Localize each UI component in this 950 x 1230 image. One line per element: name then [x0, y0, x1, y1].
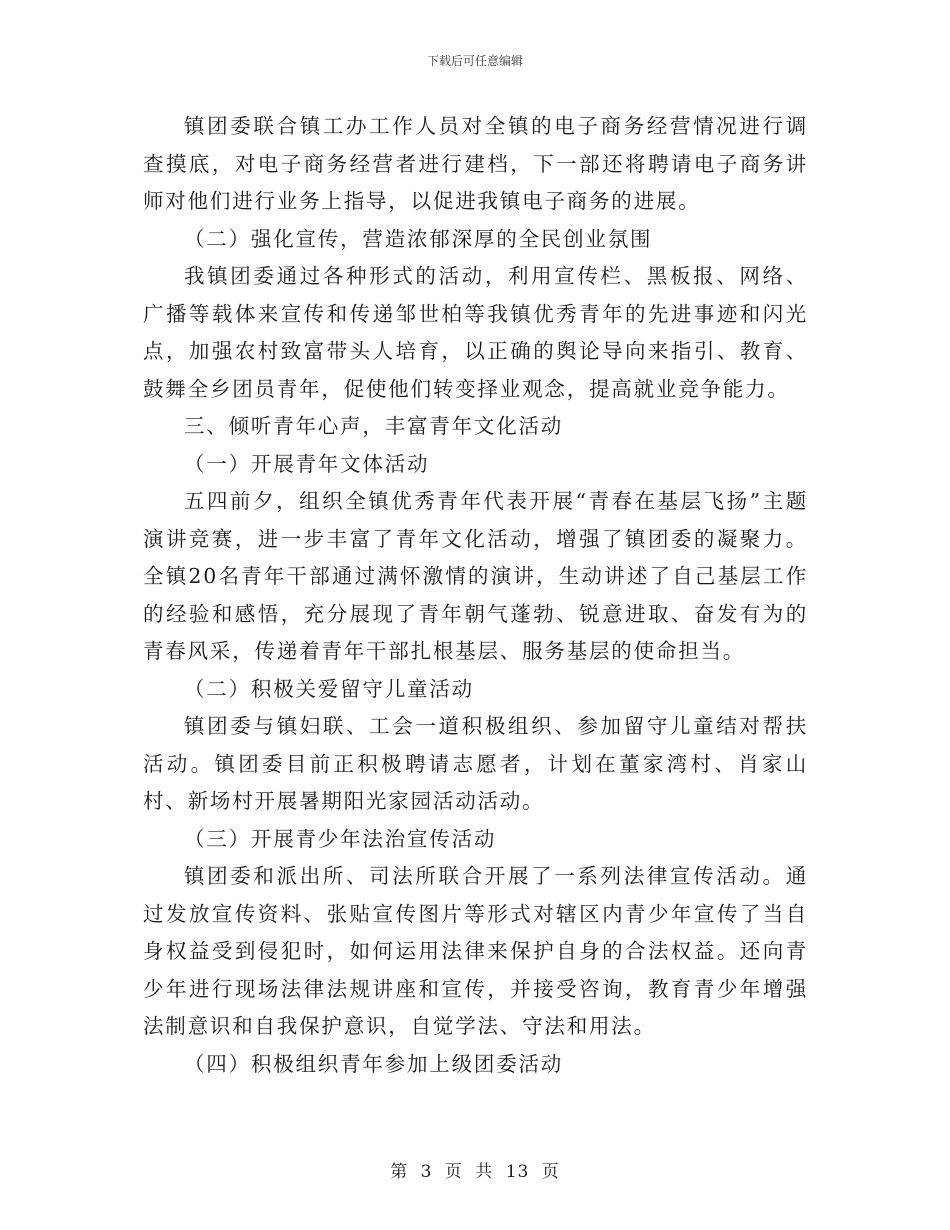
section-heading: （四）积极组织青年参加上级团委活动	[184, 1051, 564, 1076]
section-heading: （二）积极关爱留守儿童活动	[184, 676, 474, 701]
paragraph: 镇团委与镇妇联、工会一道积极组织、参加留守儿童结对帮扶活动。镇团委目前正积极聘请志愿者，计划在董家湾村、肖家山村、新场村开展暑期阳光家园活动活动。	[143, 714, 808, 813]
page-footer: 第 3 页 共 13 页	[390, 1162, 560, 1182]
section-heading: （一）开展青年文体活动	[184, 451, 430, 476]
paragraph: 镇团委联合镇工办工作人员对全镇的电子商务经营情况进行调查摸底，对电子商务经营者进行建档，下一部还将聘请电子商务讲师对他们进行业务上指导，以促进我镇电子商务的进展。	[143, 114, 808, 213]
document-body	[143, 108, 808, 1083]
paragraph: 我镇团委通过各种形式的活动，利用宣传栏、黑板报、网络、广播等载体来宣传和传递邹世柏等我镇优秀青年的先进事迹和闪光点，加强农村致富带头人培育，以正确的舆论导向来指引、教育、鼓舞全乡团员青年，促使他们转变择业观念，提高就业竞争能力。	[143, 264, 808, 401]
section-heading: 三、倾听青年心声，丰富青年文化活动	[184, 414, 564, 438]
page-header: 下载后可任意编辑	[426, 54, 523, 68]
paragraph: 镇团委和派出所、司法所联合开展了一系列法律宣传活动。通过发放宣传资料、张贴宣传图片等形式对辖区内青少年宣传了当自身权益受到侵犯时，如何运用法律来保护自身的合法权益。还向青少年进行现场法律法规讲座和宣传，并接受咨询，教育青少年增强法制意识和自我保护意识，自觉学法、守法和用法。	[143, 864, 808, 1038]
paragraph: 五四前夕，组织全镇优秀青年代表开展“青春在基层飞扬”主题演讲竞赛，进一步丰富了青年文化活动，增强了镇团委的凝聚力。全镇20名青年干部通过满怀激情的演讲，生动讲述了自己基层工作的经验和感悟，充分展现了青年朝气蓬勃、锐意进取、奋发有为的青春风采，传递着青年干部扎根基层、服务基层的使命担当。	[143, 489, 808, 663]
section-heading: （三）开展青少年法治宣传活动	[184, 826, 497, 851]
section-heading: （二）强化宣传，营造浓郁深厚的全民创业氛围	[184, 226, 653, 251]
